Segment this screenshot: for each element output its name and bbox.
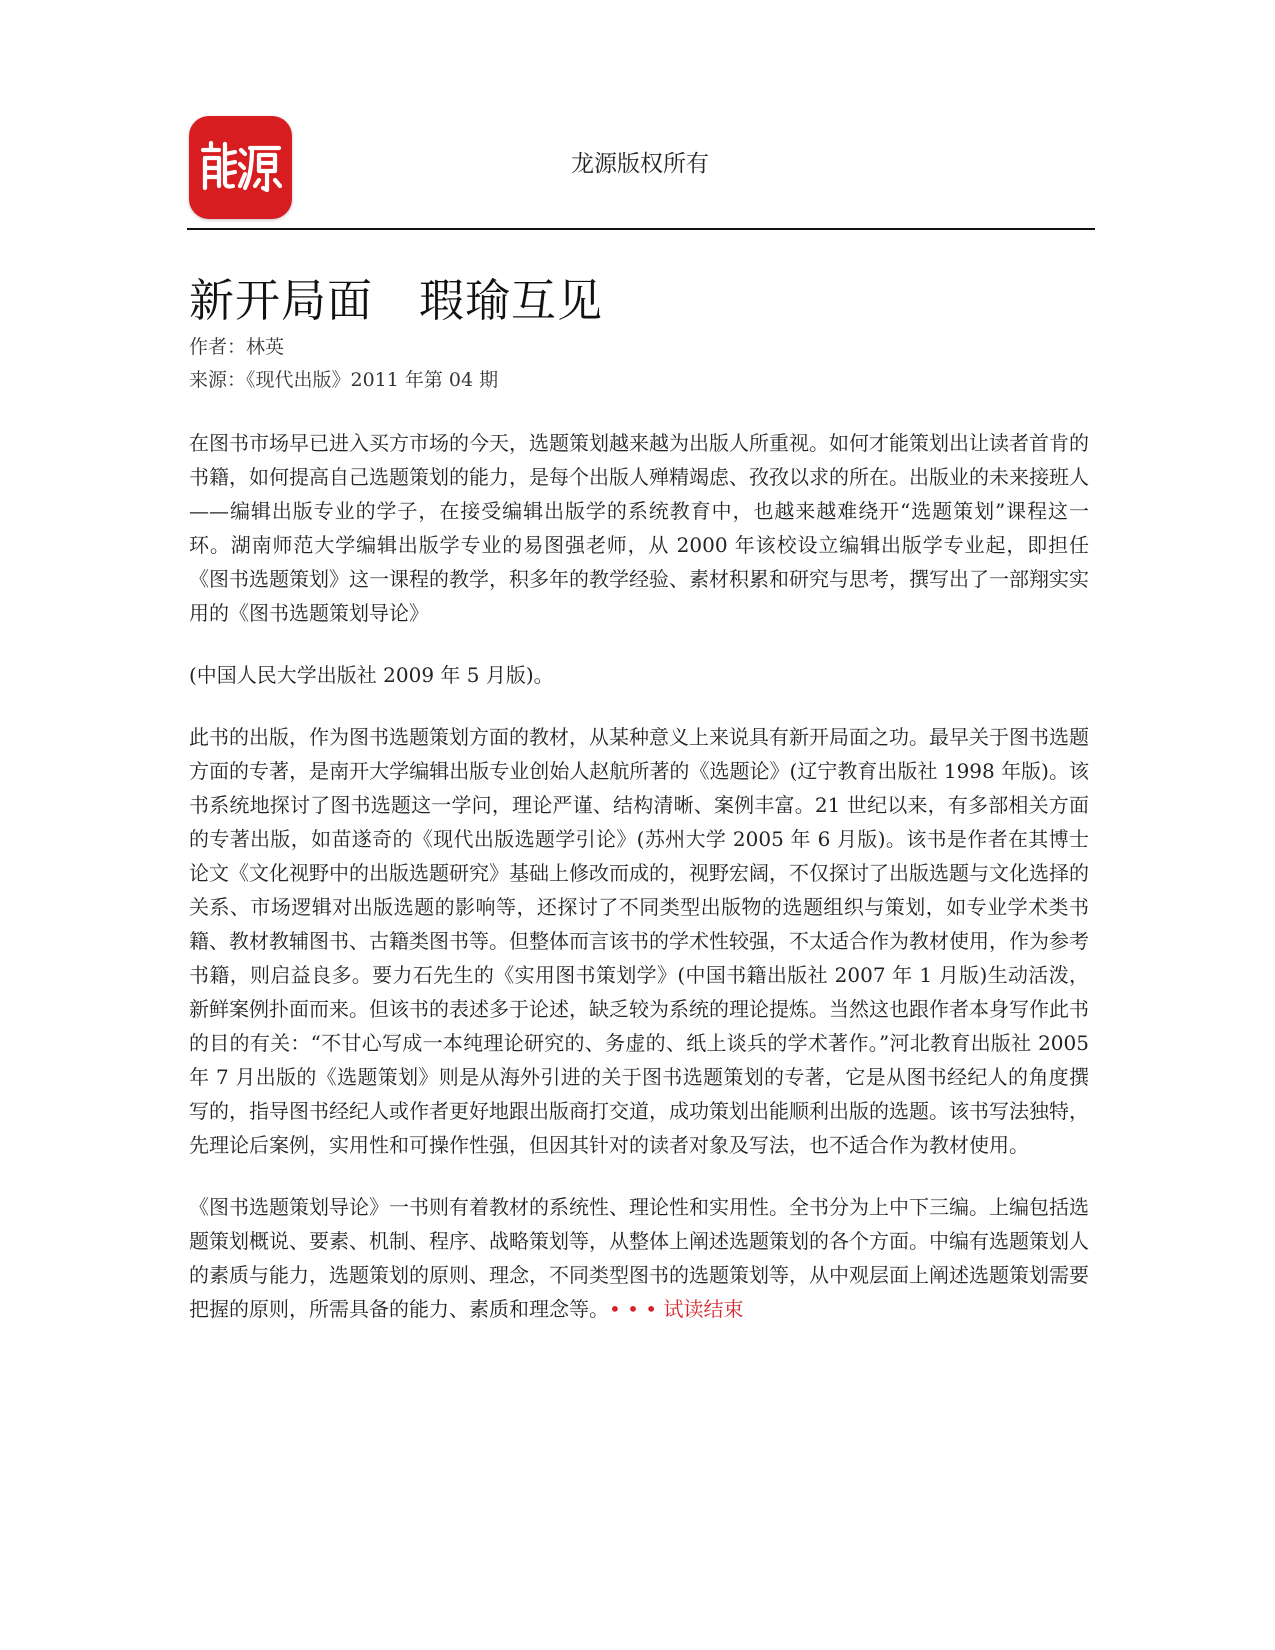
header-divider <box>187 228 1095 230</box>
trial-end-marker: • • • 试读结束 <box>609 1297 744 1321</box>
source-line: 来源：《现代出版》2011 年第 04 期 <box>189 369 499 391</box>
copyright-header: 龙源版权所有 <box>571 151 709 177</box>
longyuan-logo <box>189 116 292 219</box>
paragraph-3: 此书的出版，作为图书选题策划方面的教材，从某种意义上来说具有新开局面之功。最早关于图书选题方面的专著，是南开大学编辑出版专业创始人赵航所著的《选题论》(辽宁教育出版社 1998 年版)。该书系统地探讨了图书选题这一学问，理论严谨、结构清晰、案例丰富。21 世纪以来，有多部相关方面的专著出版，如苗遂奇的《现代出版选题学引论》(苏州大学 2005 年 6 月版)。该书是作者在其博士论文《文化视野中的出版选题研究》基础上修改而成的，视野宏阔，不仅探讨了出版选题与文化选择的关系、市场逻辑对出版选题的影响等，还探讨了不同类型出版物的选题组织与策划，如专业学术类书籍、教材教辅图书、古籍类图书等。但整体而言该书的学术性较强，不太适合作为教材使用，作为参考书籍，则启益良多。要力石先生的《实用图书策划学》(中国书籍出版社 2007 年 1 月版)生动活泼，新鲜案例扑面而来。但该书的表述多于论述，缺乏较为系统的理论提炼。当然这也跟作者本身写作此书的目的有关：“不甘心写成一本纯理论研究的、务虚的、纸上谈兵的学术著作。”河北教育出版社 2005 年 7 月出版的《选题策划》则是从海外引进的关于图书选题策划的专著，它是从图书经纪人的角度撰写的，指导图书经纪人或作者更好地跟出版商打交道，成功策划出能顺利出版的选题。该书写法独特，先理论后案例，实用性和可操作性强，但因其针对的读者对象及写法，也不适合作为教材使用。 <box>189 725 1089 1157</box>
paragraph-1: 在图书市场早已进入买方市场的今天，选题策划越来越为出版人所重视。如何才能策划出让读者首肯的书籍，如何提高自己选题策划的能力，是每个出版人殚精竭虑、孜孜以求的所在。出版业的未来接班人——编辑出版专业的学子，在接受编辑出版学的系统教育中，也越来越难绕开“选题策划”课程这一环。湖南师范大学编辑出版学专业的易图强老师，从 2000 年该校设立编辑出版学专业起，即担任《图书选题策划》这一课程的教学，积多年的教学经验、素材积累和研究与思考，撰写出了一部翔实实用的《图书选题策划导论》 <box>189 431 1089 625</box>
paragraph-4 <box>189 1190 1089 1326</box>
article-title: 新开局面 瑕瑜互见 <box>189 274 604 327</box>
logo-glyph-icon <box>189 116 292 219</box>
paragraph-2: (中国人民大学出版社 2009 年 5 月版)。 <box>189 663 554 687</box>
paragraph-4-text: 《图书选题策划导论》一书则有着教材的系统性、理论性和实用性。全书分为上中下三编。上编包括选题策划概说、要素、机制、程序、战略策划等，从整体上阐述选题策划的各个方面。中编有选题策划人的素质与能力，选题策划的原则、理念，不同类型图书的选题策划等，从中观层面上阐述选题策划需要把握的原则，所需具备的能力、素质和理念等。 <box>189 1195 1089 1321</box>
article-body <box>189 426 1089 1354</box>
author-line: 作者：林英 <box>189 336 285 358</box>
